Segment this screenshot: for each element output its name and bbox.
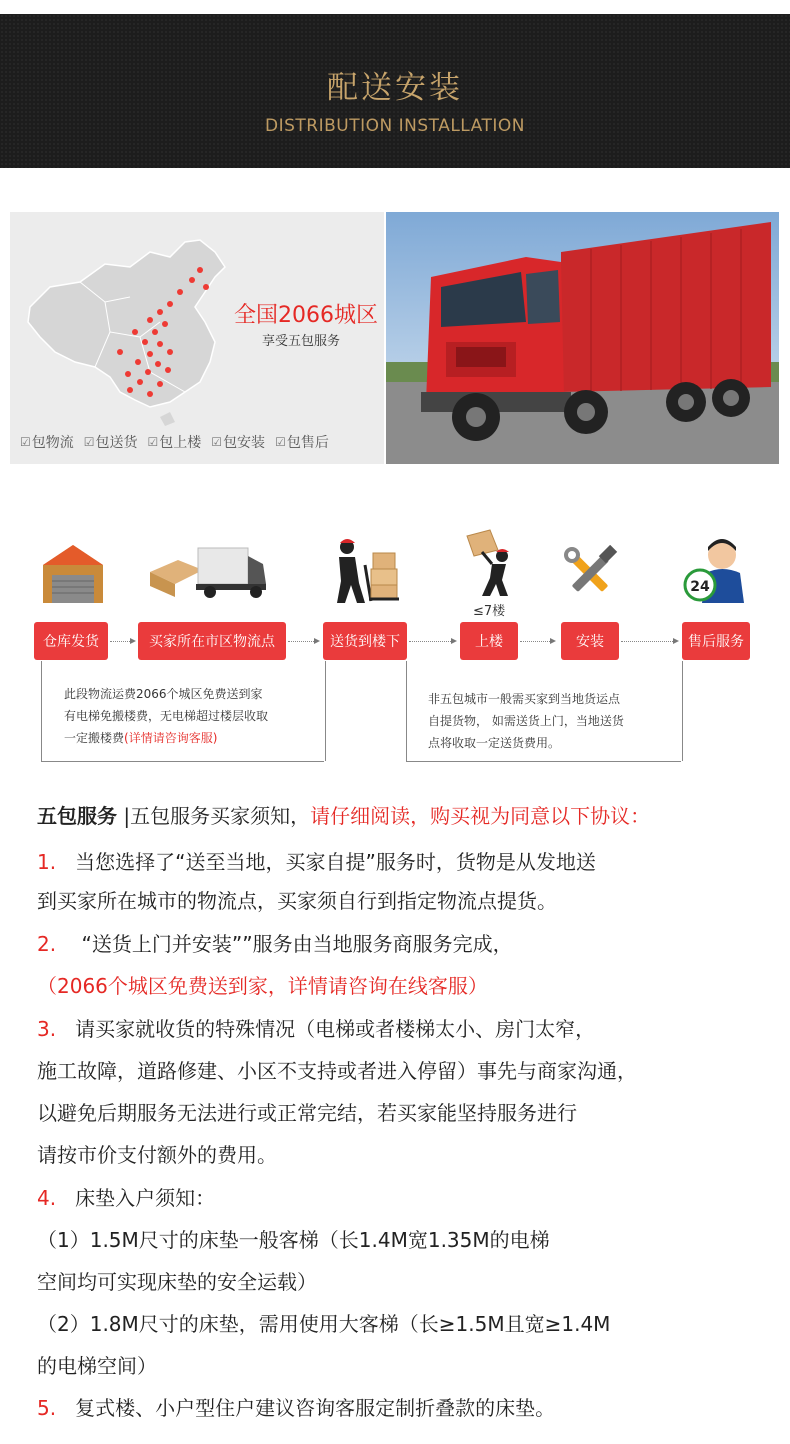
step-city-logistics-point: 买家所在市区物流点 bbox=[138, 622, 286, 660]
arrow-icon bbox=[621, 641, 677, 643]
arrow-icon bbox=[520, 641, 554, 643]
step-after-sales: 售后服务 bbox=[682, 622, 750, 660]
term-item-3-cont2: 以避免后期服务无法进行或正常完结，若买家能坚持服务进行 bbox=[37, 1101, 577, 1125]
step-install: 安装 bbox=[561, 622, 619, 660]
terms-heading: 五包服务 |五包服务买家须知，请仔细阅读，购买视为同意以下协议： bbox=[37, 804, 651, 828]
banner-subtitle: DISTRIBUTION INSTALLATION bbox=[265, 116, 525, 136]
delivery-man-icon bbox=[325, 535, 405, 605]
red-truck-photo bbox=[386, 212, 779, 464]
term-item-4-sub2-cont: 的电梯空间） bbox=[37, 1354, 157, 1378]
checkbox-icon: ☑ bbox=[211, 435, 223, 449]
tools-icon bbox=[560, 545, 620, 603]
term-item-4-sub1: （1）1.5M尺寸的床垫一般客梯（长1.4M宽1.35M的电梯 bbox=[37, 1228, 550, 1252]
step-warehouse-ship: 仓库发货 bbox=[34, 622, 108, 660]
term-item-1: 1. 当您选择了“送至当地，买家自提”服务时，货物是从发地送 bbox=[37, 850, 596, 874]
term-item-1-cont: 到买家所在城市的物流点，买家须自行到指定物流点提货。 bbox=[37, 889, 557, 913]
note-left: 此段物流运费2066个城区免费送到家 有电梯免搬楼费，无电梯超过楼层收取 一定搬楼费(详情请咨询客服) bbox=[64, 687, 269, 745]
map-title: 全国2066城区 bbox=[234, 303, 378, 328]
step-upstairs: 上楼 bbox=[460, 622, 518, 660]
badge-24: 24 bbox=[690, 579, 710, 595]
term-item-5: 5. 复式楼、小户型住户建议咨询客服定制折叠款的床垫。 bbox=[37, 1396, 556, 1420]
floor-limit-label: ≤7楼 bbox=[473, 604, 506, 619]
check-item: ☑ 包物流 bbox=[20, 435, 74, 451]
term-item-4: 4. 床垫入户须知： bbox=[37, 1186, 216, 1210]
step-deliver-downstairs: 送货到楼下 bbox=[323, 622, 407, 660]
map-subtitle: 享受五包服务 bbox=[262, 334, 341, 349]
term-item-3-cont3: 请按市价支付额外的费用。 bbox=[37, 1143, 277, 1167]
term-item-4-sub2: （2）1.8M尺寸的床垫，需用使用大客梯（长≥1.5M且宽≥1.4M bbox=[37, 1312, 611, 1336]
arrow-icon bbox=[409, 641, 455, 643]
check-item: ☑ 包安装 bbox=[211, 435, 266, 451]
truck-illustration bbox=[386, 212, 779, 464]
note-right-bracket-right bbox=[682, 661, 683, 761]
header-banner bbox=[0, 14, 790, 168]
note-left-bracket-right bbox=[325, 661, 326, 761]
term-item-2: 2. “送货上门并安装””服务由当地服务商服务完成， bbox=[37, 932, 513, 956]
term-item-4-sub1-cont: 空间均可实现床垫的安全运载） bbox=[37, 1270, 317, 1294]
term-item-2-cont: （2066个城区免费送到家，详情请咨询在线客服） bbox=[37, 974, 488, 998]
term-item-3-cont1: 施工故障，道路修建、小区不支持或者进入停留）事先与商家沟通， bbox=[37, 1059, 637, 1083]
carrying-box-icon bbox=[462, 528, 522, 598]
arrow-icon bbox=[288, 641, 318, 643]
customer-service-icon bbox=[682, 533, 748, 605]
note-right: 非五包城市一般需买家到当地货运点 自提货物， 如需送货上门，当地送货 点将收取一定送货费用。 bbox=[428, 692, 624, 750]
service-checklist bbox=[20, 432, 329, 452]
checkbox-icon: ☑ bbox=[83, 435, 95, 449]
arrow-icon bbox=[110, 641, 134, 643]
check-item: ☑ 包送货 bbox=[83, 435, 138, 451]
china-map-panel bbox=[10, 212, 384, 464]
checkbox-icon: ☑ bbox=[275, 435, 286, 449]
check-item: ☑ 包售后 bbox=[275, 435, 329, 451]
checkbox-icon: ☑ bbox=[147, 435, 159, 449]
term-item-3: 3. 请买家就收货的特殊情况（电梯或者楼梯太小、房门太窄， bbox=[37, 1017, 596, 1041]
banner-title: 配送安装 bbox=[327, 70, 463, 106]
check-item: ☑ 包上楼 bbox=[147, 435, 202, 451]
warehouse-icon bbox=[38, 535, 108, 607]
delivery-truck-icon bbox=[148, 542, 268, 602]
checkbox-icon: ☑ bbox=[20, 435, 31, 449]
